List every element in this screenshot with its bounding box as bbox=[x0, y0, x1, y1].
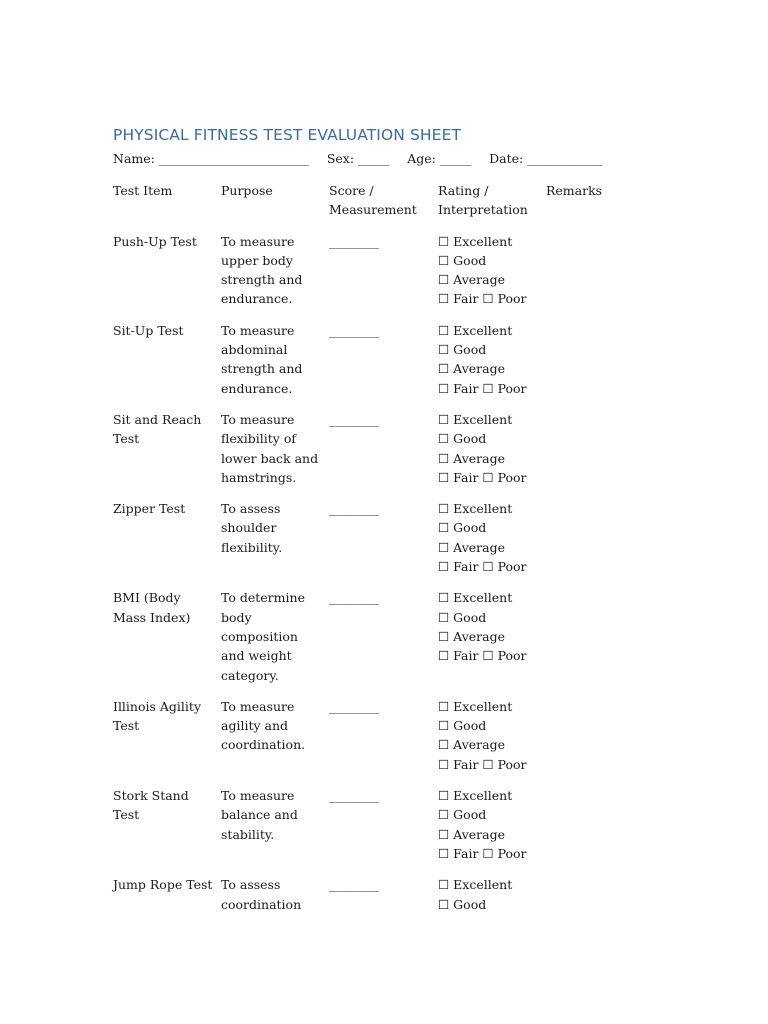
rating-checkbox-good[interactable]: ☐ Good bbox=[438, 609, 487, 625]
header-remarks: Remarks bbox=[546, 183, 603, 198]
remarks-cell[interactable] bbox=[546, 588, 636, 696]
rating-checkbox-average[interactable]: ☐ Average bbox=[438, 826, 505, 842]
header-score: Score / Measurement bbox=[329, 183, 417, 218]
rating-checkbox-excellent[interactable]: ☐ Excellent bbox=[438, 322, 513, 338]
rating-checkbox-good[interactable]: ☐ Good bbox=[438, 896, 487, 912]
purpose-cell: To measure agility and coordination. bbox=[221, 698, 306, 753]
rating-cell bbox=[438, 875, 546, 926]
rating-checkbox-poor[interactable]: ☐ Poor bbox=[482, 648, 527, 664]
table-row bbox=[113, 499, 636, 588]
rating-checkbox-average[interactable]: ☐ Average bbox=[438, 272, 505, 288]
score-blank[interactable]: ________ bbox=[329, 877, 379, 893]
rating-cell bbox=[438, 232, 546, 321]
test-item-cell: Zipper Test bbox=[113, 501, 186, 517]
test-item-cell: Jump Rope Test bbox=[113, 877, 213, 893]
evaluation-sheet bbox=[113, 124, 673, 926]
score-blank[interactable]: ________ bbox=[329, 590, 379, 606]
header-rating: Rating / Interpretation bbox=[438, 183, 528, 218]
table-row bbox=[113, 786, 636, 875]
table-row bbox=[113, 410, 636, 499]
purpose-cell: To measure flexibility of lower back and hamstrings. bbox=[221, 411, 319, 485]
score-blank[interactable]: ________ bbox=[329, 322, 379, 338]
test-item-cell: Sit-Up Test bbox=[113, 322, 184, 338]
rating-checkbox-good[interactable]: ☐ Good bbox=[438, 718, 487, 734]
rating-checkbox-fair[interactable]: ☐ Fair bbox=[438, 469, 479, 485]
rating-checkbox-average[interactable]: ☐ Average bbox=[438, 737, 505, 753]
remarks-cell[interactable] bbox=[546, 232, 636, 321]
rating-checkbox-average[interactable]: ☐ Average bbox=[438, 539, 505, 555]
rating-checkbox-excellent[interactable]: ☐ Excellent bbox=[438, 590, 513, 606]
rating-checkbox-good[interactable]: ☐ Good bbox=[438, 807, 487, 823]
purpose-cell: To measure upper body strength and endurance. bbox=[221, 233, 303, 307]
rating-checkbox-excellent[interactable]: ☐ Excellent bbox=[438, 698, 513, 714]
header-purpose: Purpose bbox=[221, 183, 273, 198]
remarks-cell[interactable] bbox=[546, 875, 636, 926]
rating-checkbox-poor[interactable]: ☐ Poor bbox=[482, 559, 527, 575]
rating-checkbox-good[interactable]: ☐ Good bbox=[438, 252, 487, 268]
rating-checkbox-good[interactable]: ☐ Good bbox=[438, 520, 487, 536]
fitness-test-table bbox=[113, 181, 636, 926]
rating-cell bbox=[438, 786, 546, 875]
rating-checkbox-fair[interactable]: ☐ Fair bbox=[438, 648, 479, 664]
table-row bbox=[113, 697, 636, 786]
rating-checkbox-excellent[interactable]: ☐ Excellent bbox=[438, 501, 513, 517]
score-blank[interactable]: ________ bbox=[329, 233, 379, 249]
table-row bbox=[113, 588, 636, 696]
score-blank[interactable]: ________ bbox=[329, 788, 379, 804]
test-item-cell: Stork Stand Test bbox=[113, 788, 189, 823]
purpose-cell: To assess coordination bbox=[221, 877, 302, 912]
rating-checkbox-fair[interactable]: ☐ Fair bbox=[438, 559, 479, 575]
rating-checkbox-good[interactable]: ☐ Good bbox=[438, 431, 487, 447]
rating-checkbox-poor[interactable]: ☐ Poor bbox=[482, 756, 527, 772]
rating-checkbox-excellent[interactable]: ☐ Excellent bbox=[438, 233, 513, 249]
remarks-cell[interactable] bbox=[546, 410, 636, 499]
purpose-cell: To measure balance and stability. bbox=[221, 788, 298, 842]
remarks-cell[interactable] bbox=[546, 786, 636, 875]
rating-checkbox-poor[interactable]: ☐ Poor bbox=[482, 845, 527, 861]
purpose-cell: To assess shoulder flexibility. bbox=[221, 501, 283, 555]
rating-cell bbox=[438, 321, 546, 410]
header-test-item: Test Item bbox=[113, 183, 173, 198]
rating-checkbox-fair[interactable]: ☐ Fair bbox=[438, 291, 479, 307]
rating-checkbox-poor[interactable]: ☐ Poor bbox=[482, 469, 527, 485]
rating-checkbox-fair[interactable]: ☐ Fair bbox=[438, 380, 479, 396]
score-blank[interactable]: ________ bbox=[329, 411, 379, 427]
remarks-cell[interactable] bbox=[546, 499, 636, 588]
table-header-row bbox=[113, 181, 636, 232]
score-blank[interactable]: ________ bbox=[329, 501, 379, 517]
test-item-cell: Push-Up Test bbox=[113, 233, 197, 249]
remarks-cell[interactable] bbox=[546, 321, 636, 410]
table-row bbox=[113, 232, 636, 321]
rating-checkbox-excellent[interactable]: ☐ Excellent bbox=[438, 411, 513, 427]
table-row bbox=[113, 875, 636, 926]
rating-checkbox-average[interactable]: ☐ Average bbox=[438, 628, 505, 644]
table-body bbox=[113, 232, 636, 926]
rating-checkbox-excellent[interactable]: ☐ Excellent bbox=[438, 788, 513, 804]
rating-checkbox-average[interactable]: ☐ Average bbox=[438, 450, 505, 466]
student-info-line bbox=[113, 149, 673, 168]
purpose-cell: To determine body composition and weight category. bbox=[221, 590, 305, 683]
rating-checkbox-good[interactable]: ☐ Good bbox=[438, 342, 487, 358]
score-blank[interactable]: ________ bbox=[329, 698, 379, 714]
test-item-cell: BMI (Body Mass Index) bbox=[113, 590, 191, 625]
rating-checkbox-average[interactable]: ☐ Average bbox=[438, 361, 505, 377]
document-title: PHYSICAL FITNESS TEST EVALUATION SHEET bbox=[113, 126, 462, 144]
test-item-cell: Illinois Agility Test bbox=[113, 698, 202, 734]
remarks-cell[interactable] bbox=[546, 697, 636, 786]
test-item-cell: Sit and Reach Test bbox=[113, 411, 202, 447]
rating-checkbox-fair[interactable]: ☐ Fair bbox=[438, 845, 479, 861]
rating-checkbox-excellent[interactable]: ☐ Excellent bbox=[438, 877, 513, 893]
rating-checkbox-poor[interactable]: ☐ Poor bbox=[482, 291, 527, 307]
age-field[interactable]: Age: _____ bbox=[407, 151, 472, 166]
rating-cell bbox=[438, 588, 546, 696]
rating-checkbox-fair[interactable]: ☐ Fair bbox=[438, 756, 479, 772]
name-field[interactable]: Name: ________________________ bbox=[113, 151, 309, 166]
rating-cell bbox=[438, 697, 546, 786]
sex-field[interactable]: Sex: _____ bbox=[326, 151, 390, 166]
rating-checkbox-poor[interactable]: ☐ Poor bbox=[482, 380, 527, 396]
purpose-cell: To measure abdominal strength and endurance. bbox=[221, 322, 303, 396]
table-row bbox=[113, 321, 636, 410]
rating-cell bbox=[438, 499, 546, 588]
date-field[interactable]: Date: ____________ bbox=[489, 151, 603, 166]
rating-cell bbox=[438, 410, 546, 499]
